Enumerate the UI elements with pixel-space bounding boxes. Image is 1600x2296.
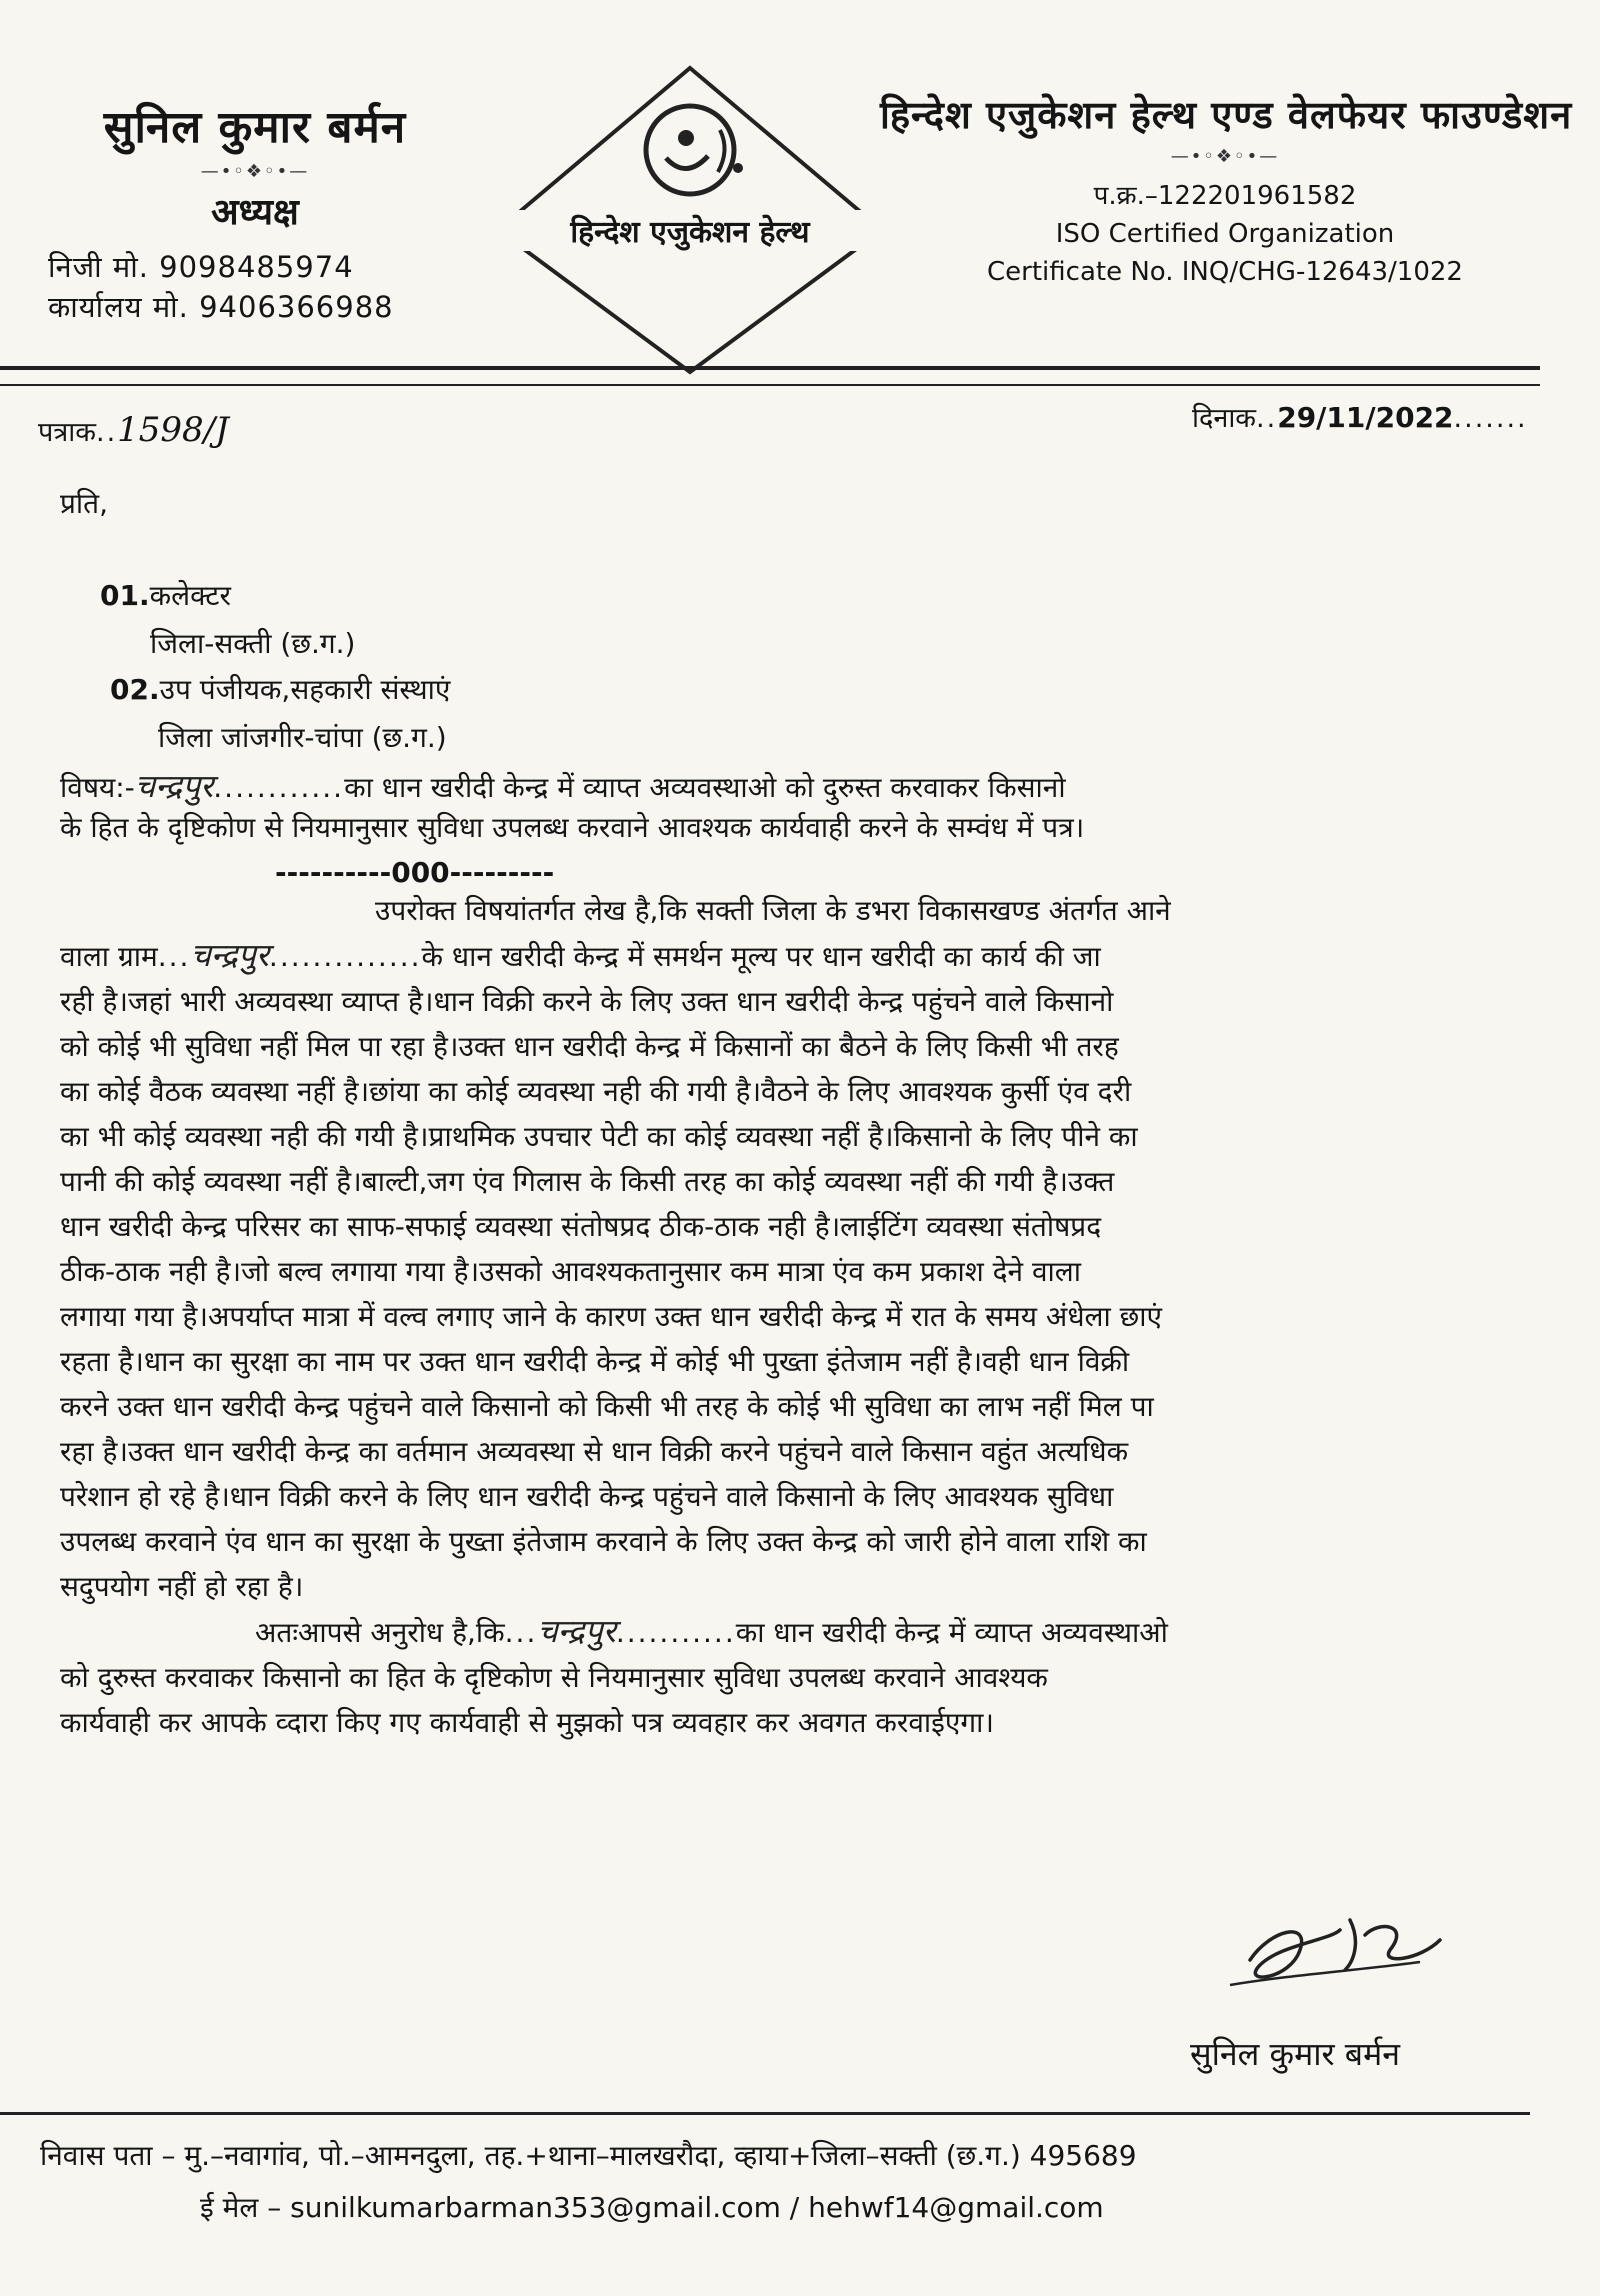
addressee-2	[110, 670, 450, 708]
letter-date: दिनाक..29/11/2022.......	[1192, 401, 1528, 434]
reference-label: पत्राक	[38, 417, 96, 448]
centre-name-subject: चन्द्रपुर	[134, 767, 214, 805]
body-line: रहा है।उक्त धान खरीदी केन्द्र का वर्तमान अव्यवस्था से धान विक्री करने पहुंचने वाले किसान वहुंत अत्यधिक	[60, 1435, 1129, 1468]
body-line: पानी की कोई व्यवस्था नहीं है।बाल्टी,जग एंव गिलास के किसी तरह का कोई व्यवस्था नहीं की गयी है।उक्त	[60, 1165, 1115, 1198]
personal-phone: निजी मो. 9098485974	[48, 250, 354, 284]
header-rule-bottom	[0, 384, 1540, 386]
president-name: सुनिल कुमार बर्मन	[103, 102, 407, 153]
body-line: रही है।जहां भारी अव्यवस्था व्याप्त है।धान विक्री करने के लिए उक्त धान खरीदी केन्द्र पहुंचने वाले किसानो	[60, 985, 1114, 1018]
request-end: का धान खरीदी केन्द्र में व्याप्त अव्यवस्थाओ	[735, 1616, 1168, 1649]
subject-line-2: के हित के दृष्टिकोण से नियमानुसार सुविधा उपलब्ध करवाने आवश्यक कार्यवाही करने के सम्वंध में पत्र।	[60, 811, 1085, 844]
addressee-1	[100, 576, 231, 614]
signatory-name: सुनिल कुमार बर्मन	[1190, 2035, 1400, 2073]
salutation: प्रति,	[60, 487, 109, 520]
date-value: 29/11/2022	[1277, 401, 1454, 434]
body-line-suffix: के धान खरीदी केन्द्र में समर्थन मूल्य पर धान खरीदी का कार्य की जा	[421, 940, 1101, 973]
footer	[40, 2130, 1560, 2234]
subject-text-1: का धान खरीदी केन्द्र में व्याप्त अव्यवस्थाओ को दुरुस्त करवाकर किसानो	[344, 771, 1066, 804]
body-line: लगाया गया है।अपर्याप्त मात्रा में वल्व लगाए जाने के कारण उक्त धान खरीदी केन्द्र में रात के समय अंधेला छाएं	[60, 1300, 1163, 1333]
subject-label: विषय:-	[60, 771, 135, 804]
header-rule-top	[0, 366, 1540, 370]
body-line: उपरोक्त विषयांतर्गत लेख है,कि सक्ती जिला के डभरा विकासखण्ड अंतर्गत आने	[375, 894, 1171, 927]
centre-name-request: चन्द्रपुर	[537, 1612, 616, 1650]
request-start: अतःआपसे अनुरोध है,कि	[255, 1616, 505, 1649]
request-line-3: कार्यवाही कर आपके व्दारा किए गए कार्यवाही से मुझको पत्र व्यवहार कर अवगत करवाईएगा।	[60, 1706, 995, 1739]
body-line: का कोई वैठक व्यवस्था नहीं है।छांया का कोई व्यवस्था नही की गयी है।वैठने के लिए आवश्यक कुर्सी एंव दरी	[60, 1075, 1132, 1108]
organization-name: हिन्देश एजुकेशन हेल्थ एण्ड वेलफेयर फाउण्डेशन	[880, 92, 1573, 137]
subject-line-1: विषय:-चन्द्रपुर............का धान खरीदी केन्द्र में व्याप्त अव्यवस्थाओ को दुरुस्त करवाकर किसानो	[60, 767, 1066, 805]
centre-name-body: चन्द्रपुर	[190, 936, 269, 974]
reference-number: पत्राक..1598/J	[38, 410, 229, 450]
addressee-1-place: जिला-सक्ती (छ.ग.)	[150, 627, 356, 660]
letterhead-left	[40, 95, 470, 327]
body-line: का भी कोई व्यवस्था नही की गयी है।प्राथमिक उपचार पेटी का कोई व्यवस्था नहीं है।किसानो के लिए पीने का	[60, 1120, 1138, 1153]
addressee-1-title: कलेक्टर	[149, 579, 231, 612]
body-line: परेशान हो रहे है।धान विक्री करने के लिए धान खरीदी केन्द्र पहुंचने वाले किसानो के लिए आवश्यक सुविधा	[60, 1480, 1114, 1513]
date-label: दिनाक	[1192, 403, 1257, 434]
president-title: अध्यक्ष	[211, 192, 299, 233]
letter-body	[60, 888, 1500, 1745]
body-line: वाला ग्राम...चन्द्रपुर..............के धान खरीदी केन्द्र में समर्थन मूल्य पर धान खरीदी का कार्य की जा	[60, 936, 1101, 974]
logo-text: हिन्देश एजुकेशन हेल्थ	[490, 210, 890, 251]
handwritten-signature	[1180, 1890, 1480, 2050]
certificate-number: Certificate No. INQ/CHG-12643/1022	[987, 257, 1463, 287]
ornament-divider: —•◦❖◦•—	[200, 161, 310, 182]
iso-certification: ISO Certified Organization	[1055, 219, 1395, 249]
footer-rule	[0, 2112, 1530, 2115]
reference-value: 1598/J	[117, 410, 229, 450]
body-line: रहता है।धान का सुरक्षा का नाम पर उक्त धान खरीदी केन्द्र में कोई भी पुख्ता इंतेजाम नहीं है।वही धान विक्री	[60, 1345, 1130, 1378]
addressee-2-place: जिला जांजगीर-चांपा (छ.ग.)	[158, 721, 447, 754]
body-line: करने उक्त धान खरीदी केन्द्र पहुंचने वाले किसानो को किसी भी तरह के कोई भी सुविधा का लाभ नहीं मिल पा	[60, 1390, 1154, 1423]
footer-email: ई मेल – sunilkumarbarman353@gmail.com / hehwf14@gmail.com	[200, 2191, 1104, 2224]
body-line: उपलब्ध करवाने एंव धान का सुरक्षा के पुख्ता इंतेजाम करवाने के लिए उक्त केन्द्र को जारी होने वाला राशि का	[60, 1525, 1147, 1558]
registration-number: प.क्र.–122201961582	[1093, 181, 1357, 211]
foundation-logo	[480, 60, 900, 380]
body-line: को कोई भी सुविधा नहीं मिल पा रहा है।उक्त धान खरीदी केन्द्र में किसानों का बैठने के लिए किसी भी तरह	[60, 1030, 1119, 1063]
addressee-2-title: उप पंजीयक,सहकारी संस्थाएं	[159, 673, 451, 706]
footer-address: निवास पता – मु.–नवागांव, पो.–आमनदुला, तह.+थाना–मालखरौदा, व्हाया+जिला–सक्ती (छ.ग.) 495689	[40, 2139, 1137, 2172]
body-line: धान खरीदी केन्द्र परिसर का साफ-सफाई व्यवस्था संतोषप्रद ठीक-ठाक नही है।लाईटिंग व्यवस्था संतोषप्रद	[60, 1210, 1102, 1243]
addressee-1-number: 01.	[100, 579, 150, 612]
letterhead-right	[880, 88, 1573, 291]
subject-separator: ----------000---------	[275, 856, 555, 889]
body-line: ठीक-ठाक नही है।जो बल्व लगाया गया है।उसको आवश्यकतानुसार कम मात्रा एंव कम प्रकाश देने वाला	[60, 1255, 1082, 1288]
body-line-prefix: वाला ग्राम	[60, 940, 158, 973]
body-line: सदुपयोग नहीं हो रहा है।	[60, 1570, 304, 1603]
ornament-divider-right: —•◦❖◦•—	[1170, 146, 1280, 167]
addressee-2-number: 02.	[110, 673, 160, 706]
request-line-2: को दुरुस्त करवाकर किसानो का हित के दृष्टिकोण से नियमानुसार सुविधा उपलब्ध करवाने आवश्यक	[60, 1661, 1048, 1694]
office-phone: कार्यालय मो. 9406366988	[48, 290, 394, 324]
request-line-1: अतःआपसे अनुरोध है,कि...चन्द्रपुर...........का धान खरीदी केन्द्र में व्याप्त अव्यवस्थाओ	[255, 1612, 1168, 1650]
